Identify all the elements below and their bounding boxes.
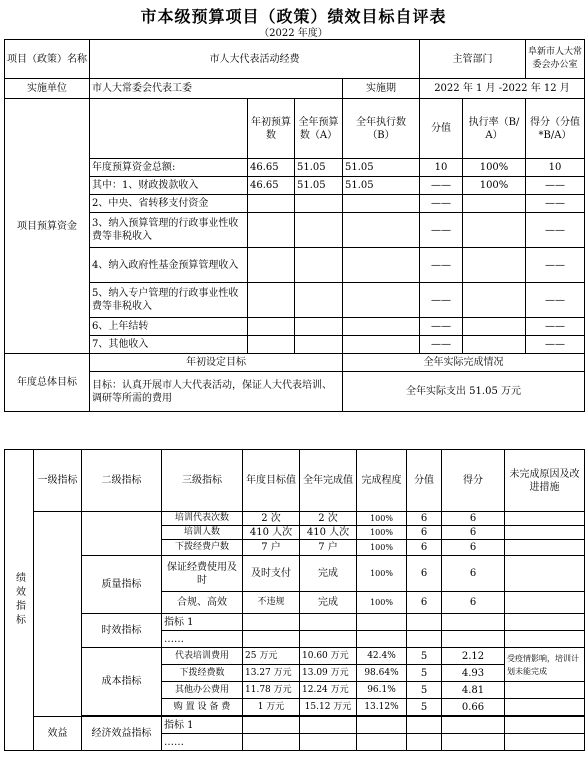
perf-side-label: 绩效指标 xyxy=(5,450,34,751)
perf-table xyxy=(4,449,585,751)
econ-label: 经济效益指标 xyxy=(82,717,162,751)
table-row: 下拨经费户数 7 户 7 户 100% 6 6 xyxy=(5,540,585,556)
dept-label: 主管部门 xyxy=(420,40,526,79)
table-row: 时效指标 指标 1 xyxy=(5,614,585,631)
col-reason: 未完成原因及改进措施 xyxy=(505,450,585,512)
col-got: 得分（分值*B/A） xyxy=(526,99,585,159)
benefit-label: 效益 xyxy=(34,717,82,751)
unit-value: 市人大常委会代表工委 xyxy=(90,79,343,99)
table-row: 其他办公费用 11.78 万元 12.24 万元 96.1% 5 4.81 xyxy=(5,682,585,699)
goal-label: 年度总体目标 xyxy=(5,354,90,412)
table-row: 成本指标 代表培训费用 25 万元 10.60 万元 42.4% 5 2.12 受疫情影响，培训计划未能完成 xyxy=(5,648,585,665)
unit-label: 实施单位 xyxy=(5,79,90,99)
col-score2: 分值 xyxy=(407,450,442,512)
goal-done-text: 全年实际支出 51.05 万元 xyxy=(343,372,585,412)
col-degree: 完成程度 xyxy=(357,450,407,512)
col-level2: 二级指标 xyxy=(82,450,162,512)
table-row: 6、上年结转 —— —— xyxy=(5,318,585,336)
quality-label: 质量指标 xyxy=(82,556,162,614)
table-row: 4、纳入政府性基金预算管理收入 —— —— xyxy=(5,248,585,283)
table-row: 其中：1、财政拨款收入 46.65 51.05 51.05 —— 100% —— xyxy=(5,177,585,195)
report-year: （2022 年度） xyxy=(259,28,328,39)
table-row: 质量指标 保证经费使用及时 及时支付 完成 100% 6 6 xyxy=(5,556,585,592)
col-exec: 全年执行数（B） xyxy=(343,99,420,159)
col-init-budget: 年初预算数 xyxy=(248,99,295,159)
table-row: 下拨经费数 13.27 万元 13.09 万元 98.64% 5 4.93 xyxy=(5,665,585,682)
dept-value: 阜新市人大常委会办公室 xyxy=(526,40,585,79)
period-label: 实施期 xyxy=(343,79,420,99)
col-level3: 三级指标 xyxy=(162,450,243,512)
goal-set-text: 目标：认真开展市人大代表活动，保证人大代表培训、调研等所需的费用 xyxy=(90,372,343,412)
col-level1: 一级指标 xyxy=(34,450,82,512)
table-row: 5、纳入专户管理的行政事业性收费等非税收入 —— —— xyxy=(5,283,585,318)
col-full-budget: 全年预算数（A） xyxy=(295,99,343,159)
table-row: 购 置 设 备 费 1 万元 15.12 万元 13.12% 5 0.66 xyxy=(5,699,585,716)
budget-table xyxy=(4,39,585,412)
page-title: 市本级预算项目（政策）绩效目标自评表 xyxy=(140,7,447,26)
goal-done-header: 全年实际完成情况 xyxy=(343,354,585,372)
period-value: 2022 年 1 月 -2022 年 12 月 xyxy=(420,79,585,99)
project-label: 项目（政策）名称 xyxy=(5,40,90,79)
table-row: 培训代表次数 2 次 2 次 100% 6 6 xyxy=(5,512,585,526)
budget-section-label: 项目预算资金 xyxy=(5,99,90,354)
table-row: 3、纳入预算管理的行政事业性收费等非税收入 —— —— xyxy=(5,213,585,248)
table-row: …… xyxy=(5,631,585,648)
goal-set-header: 年初设定目标 xyxy=(90,354,343,372)
col-target: 年度目标值 xyxy=(243,450,300,512)
table-row: 合规、高效 不违规 完成 100% 6 6 xyxy=(5,592,585,614)
time-label: 时效指标 xyxy=(82,614,162,648)
col-score: 分值 xyxy=(420,99,463,159)
table-row: 年度预算资金总额: 46.65 51.05 51.05 10 100% 10 xyxy=(5,159,585,177)
project-value: 市人大代表活动经费 xyxy=(90,40,420,79)
table-row: 效益 经济效益指标 指标 1 xyxy=(5,717,585,734)
col-actual: 全年完成值 xyxy=(300,450,357,512)
table-row: 7、其他收入 —— —— xyxy=(5,336,585,354)
col-rate: 执行率（B/A） xyxy=(463,99,526,159)
table-row: 培训人数 410 人次 410 人次 100% 6 6 xyxy=(5,526,585,540)
col-got2: 得分 xyxy=(442,450,505,512)
table-row: 2、中央、省转移支付资金 —— —— xyxy=(5,195,585,213)
cost-reason: 受疫情影响，培训计划未能完成 xyxy=(505,648,585,682)
cost-label: 成本指标 xyxy=(82,648,162,716)
table-row: …… xyxy=(5,734,585,751)
